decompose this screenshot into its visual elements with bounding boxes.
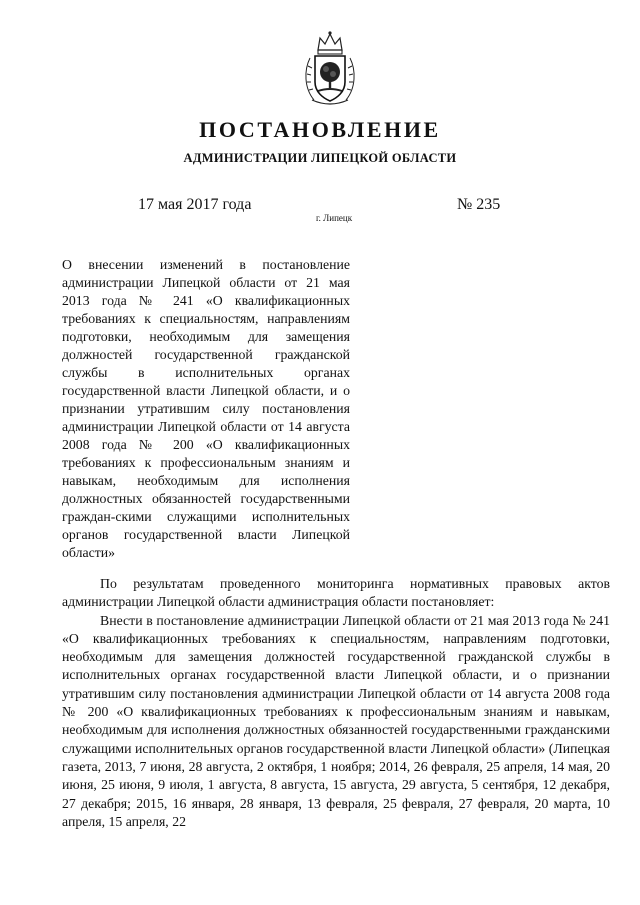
document-number: № 235 <box>457 196 501 213</box>
document-subject: О внесении изменений в постановление администрации Липецкой области от 21 мая 2013 года № 241 «О квалификационных требованиях к специальностям, направлениям подготовки, необходимым для замещения должностей государственной гражданской службы в исполнительных органах государственной власти Липецкой области, и о признании утратившим силу постановления администрации Липецкой области от 14 августа 2008 года № 200 «О квалификационных требованиях к профессиональным знаниям и навыкам, необходимым для исполнения должностных обязанностей государственными граждан-скими служащими исполнительных органов государственной власти Липецкой области» <box>62 257 350 560</box>
document-body <box>62 575 610 831</box>
document-issuer: АДМИНИСТРАЦИИ ЛИПЕЦКОЙ ОБЛАСТИ <box>183 151 457 165</box>
body-paragraph: По результатам проведенного мониторинга нормативных правовых актов администрации Липецкой области администрация области постановляет: <box>62 576 610 610</box>
body-paragraph: Внести в постановление администрации Липецкой области от 21 мая 2013 года № 241 «О квалификационных требованиях к специальностям, направлениям подготовки, необходимым для замещения должностей государственной гражданской службы в исполнительных органах государственной власти Липецкой области, и о признании утратившим силу постановления администрации Липецкой области от 14 августа 2008 года № 200 «О квалификационных требованиях к профессиональным знаниям и навыкам, необходимым для исполнения должностных обязанностей государственными гражданскими служащими исполнительных органов государственной власти Липецкой области» (Липецкая газета, 2013, 7 июня, 28 августа, 2 октября, 1 ноября; 2014, 26 февраля, 25 апреля, 14 мая, 20 июня, 25 июня, 9 июля, 1 августа, 8 августа, 15 августа, 29 августа, 5 сентября, 12 декабря, 27 декабря; 2015, 16 января, 28 января, 13 февраля, 25 февраля, 27 февраля, 20 марта, 10 апреля, 15 апреля, 22 <box>62 612 610 829</box>
document-date: 17 мая 2017 года <box>138 196 252 213</box>
document-title: ПОСТАНОВЛЕНИЕ <box>199 117 441 142</box>
coat-of-arms-icon <box>300 30 360 108</box>
document-city: г. Липецк <box>316 213 353 223</box>
